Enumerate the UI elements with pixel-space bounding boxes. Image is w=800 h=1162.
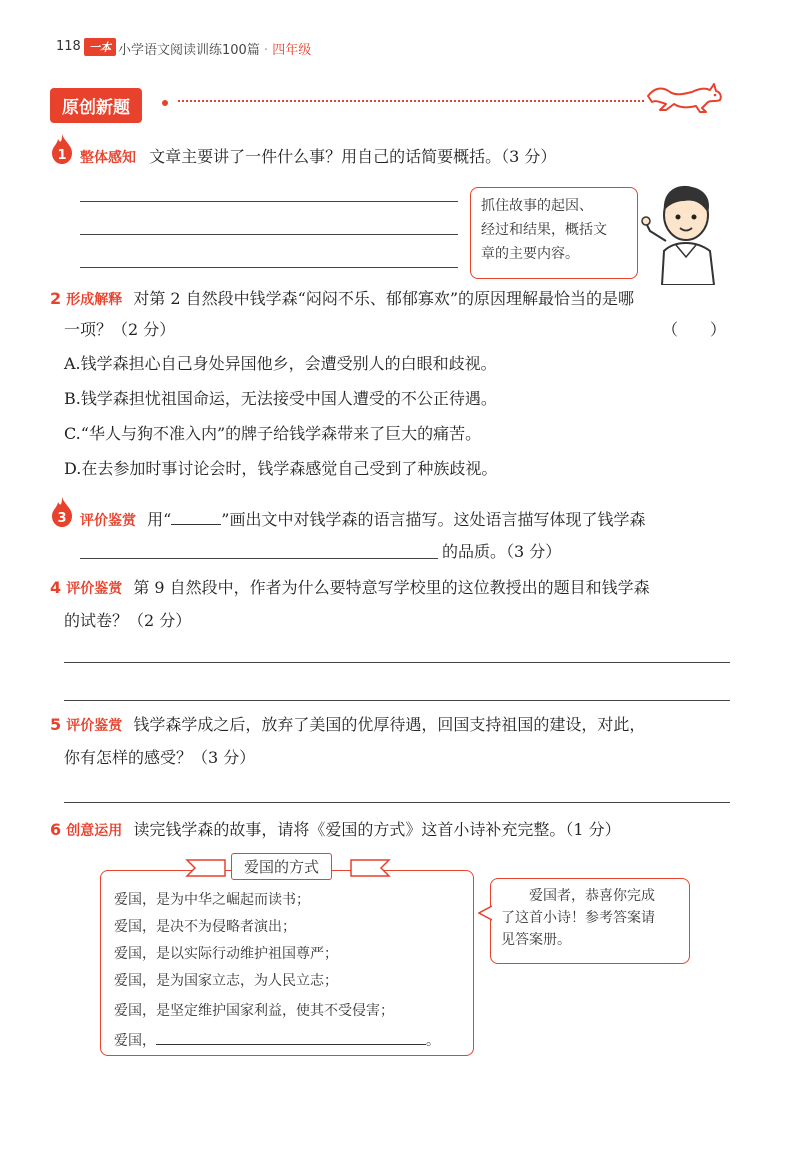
q2-text-line1: 对第 2 自然段中钱学森“闷闷不乐、郁郁寡欢”的原因理解最恰当的是哪 bbox=[133, 289, 635, 308]
q6-label: 创意运用 bbox=[66, 823, 123, 839]
q2-question bbox=[50, 287, 634, 312]
q1-label: 整体感知 bbox=[80, 150, 136, 166]
q1-tip-bubble bbox=[470, 187, 638, 279]
flame-icon bbox=[50, 496, 74, 528]
page-number: 118 bbox=[56, 39, 81, 54]
poem-line: 爱国，是为中华之崛起而读书； bbox=[114, 892, 310, 908]
q1-number: 1 bbox=[57, 148, 67, 163]
q1-answer-line-3[interactable] bbox=[80, 267, 458, 268]
book-title: 小学语文阅读训练100篇 · 四年级 bbox=[118, 43, 312, 58]
q1-answer-line-1[interactable] bbox=[80, 201, 458, 202]
q1-question bbox=[80, 145, 556, 170]
poem-line: 爱国，是以实际行动维护祖国尊严； bbox=[114, 946, 338, 962]
q5-question bbox=[50, 713, 645, 738]
q3-text-pre: 用“ bbox=[147, 510, 172, 529]
q3-answer-line[interactable] bbox=[80, 558, 438, 559]
q2-option-a[interactable]: A.钱学森担心自己身处异国他乡，会遭受别人的白眼和歧视。 bbox=[64, 354, 497, 373]
q6-tip-line: 见答案册。 bbox=[501, 932, 571, 948]
q3-question bbox=[80, 506, 645, 533]
q6-number: 6 bbox=[50, 820, 62, 839]
poem-last-suffix: 。 bbox=[426, 1033, 440, 1049]
q1-tip-line: 抓住故事的起因、 bbox=[481, 198, 593, 214]
q6-tip-line: 爱国者，恭喜你完成 bbox=[529, 888, 655, 904]
poem-answer-line[interactable] bbox=[156, 1030, 426, 1045]
q3-text-post: ”画出文中对钱学森的语言描写。这处语言描写体现了钱学森 bbox=[221, 510, 646, 529]
q2-option-c[interactable]: C.“华人与狗不准入内”的牌子给钱学森带来了巨大的痛苦。 bbox=[64, 424, 482, 443]
q1-answer-line-2[interactable] bbox=[80, 234, 458, 235]
poem-line: 爱国，是坚定维护国家利益，使其不受侵害； bbox=[114, 1003, 394, 1019]
banner-dotted-line bbox=[178, 100, 644, 102]
bubble-pointer bbox=[478, 905, 492, 921]
q1-text: 文章主要讲了一件什么事？用自己的话简要概括。（3 分） bbox=[149, 147, 557, 166]
banner-dot bbox=[162, 100, 168, 106]
q4-answer-line-1[interactable] bbox=[64, 662, 730, 663]
q5-number: 5 bbox=[50, 715, 62, 734]
q4-label: 评价鉴赏 bbox=[66, 581, 123, 597]
q2-option-b[interactable]: B.钱学森担忧祖国命运，无法接受中国人遭受的不公正待遇。 bbox=[64, 389, 497, 408]
poem-line: 爱国，是为国家立志，为人民立志； bbox=[114, 973, 338, 989]
q4-question bbox=[50, 576, 650, 601]
q4-answer-line-2[interactable] bbox=[64, 700, 730, 701]
book-title-text: 小学语文阅读训练100篇 bbox=[118, 43, 260, 58]
running-cat-icon bbox=[644, 78, 726, 116]
q3-label: 评价鉴赏 bbox=[80, 513, 136, 529]
q4-number: 4 bbox=[50, 578, 62, 597]
poem-title: 爱国的方式 bbox=[231, 853, 332, 880]
grade-label: 四年级 bbox=[272, 43, 312, 58]
q2-label: 形成解释 bbox=[66, 292, 123, 308]
q3-underline-sample bbox=[171, 506, 221, 525]
q1-tip-line: 章的主要内容。 bbox=[481, 246, 579, 262]
poem-last-line bbox=[114, 1030, 440, 1050]
q6-question bbox=[50, 818, 621, 843]
q3-text-line2: 的品质。（3 分） bbox=[442, 542, 562, 561]
section-banner: 原创新题 bbox=[50, 88, 142, 123]
q2-number: 2 bbox=[50, 289, 62, 308]
flame-icon bbox=[50, 133, 74, 165]
q2-text-line2: 一项？（2 分） bbox=[64, 320, 176, 339]
q2-answer-bracket[interactable]: （ ） bbox=[662, 320, 727, 339]
q5-text-line2: 你有怎样的感受？（3 分） bbox=[64, 748, 256, 767]
brand-badge: 一本 bbox=[84, 38, 116, 56]
q6-text: 读完钱学森的故事，请将《爱国的方式》这首小诗补充完整。（1 分） bbox=[133, 820, 621, 839]
q6-tip-line: 了这首小诗！参考答案请 bbox=[501, 910, 655, 926]
q6-tip-bubble bbox=[490, 878, 690, 964]
q2-option-d[interactable]: D.在去参加时事讨论会时，钱学森感觉自己受到了种族歧视。 bbox=[64, 459, 498, 478]
q4-text-line2: 的试卷？（2 分） bbox=[64, 611, 192, 630]
poem-line: 爱国，是决不为侵略者演出； bbox=[114, 919, 296, 935]
q5-text-line1: 钱学森学成之后，放弃了美国的优厚待遇，回国支持祖国的建设，对此， bbox=[133, 715, 646, 734]
poem-last-prefix: 爱国， bbox=[114, 1033, 156, 1049]
q3-number: 3 bbox=[57, 511, 67, 526]
boy-character-icon bbox=[636, 175, 732, 285]
q5-label: 评价鉴赏 bbox=[66, 718, 123, 734]
q1-tip-line: 经过和结果，概括文 bbox=[481, 222, 607, 238]
q5-answer-line[interactable] bbox=[64, 802, 730, 803]
q4-text-line1: 第 9 自然段中，作者为什么要特意写学校里的这位教授出的题目和钱学森 bbox=[133, 578, 650, 597]
